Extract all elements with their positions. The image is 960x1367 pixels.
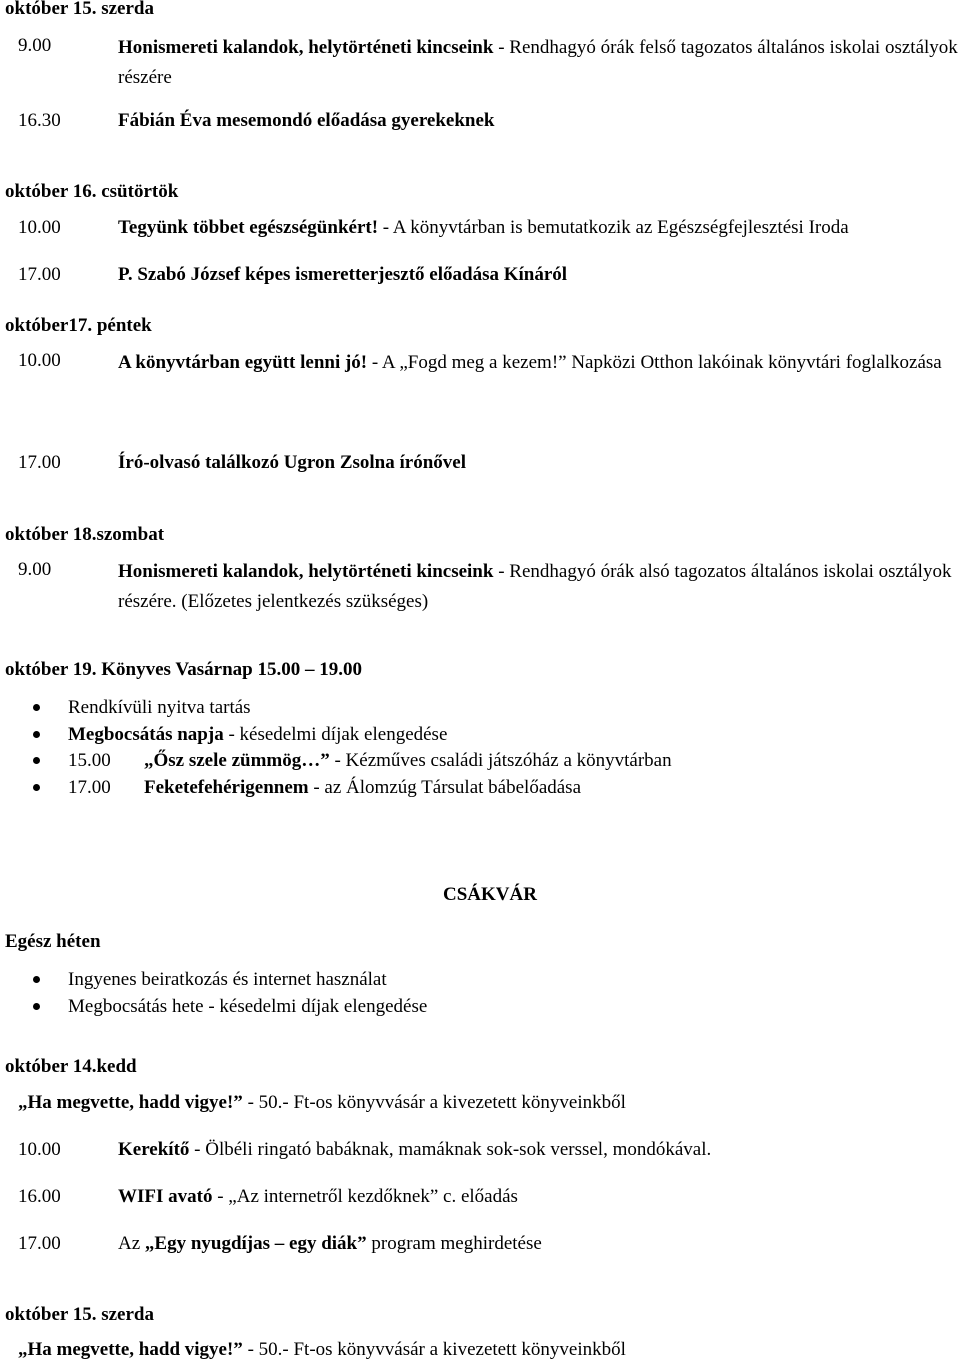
book-fair-detail: - 50.- Ft-os könyvvásár a kivezetett könyveinkből <box>242 1092 626 1113</box>
event-time: 16.00 <box>18 1186 61 1207</box>
event-description <box>118 215 958 241</box>
event-title: A könyvtárban együtt lenni jó! <box>118 352 368 373</box>
event-description <box>118 1184 958 1210</box>
week-list <box>0 967 427 1020</box>
list-item-text: - az Álomzúg Társulat bábelőadása <box>308 776 582 798</box>
event-time: 9.00 <box>18 559 52 580</box>
list-item-text: Rendkívüli nyitva tartás <box>68 697 251 718</box>
list-item <box>0 748 672 775</box>
event-time: 10.00 <box>18 1139 61 1160</box>
list-item-text: Ingyenes beiratkozás és internet használat <box>68 969 387 990</box>
list-item-text: Megbocsátás hete - késedelmi díjak elengedése <box>68 995 428 1017</box>
event-title: „Egy nyugdíjas – egy diák” <box>144 1233 367 1254</box>
book-fair-line <box>18 1090 626 1116</box>
event-detail: - Ölbéli ringató babáknak, mamáknak sok-sok verssel, mondókával. <box>189 1139 712 1160</box>
event-description <box>118 1231 958 1257</box>
event-prefix: Az <box>118 1233 145 1254</box>
event-time: 10.00 <box>18 217 61 238</box>
list-item <box>0 722 672 749</box>
event-title: Író-olvasó találkozó Ugron Zsolna írónővel <box>118 452 466 473</box>
event-time: 17.00 <box>18 1233 61 1254</box>
event-list <box>0 695 672 801</box>
event-title: Tegyünk többet egészségünkért! <box>118 217 379 238</box>
book-fair-title: „Ha megvette, hadd vigye!” <box>18 1339 243 1360</box>
list-item <box>0 994 427 1021</box>
list-item-title: Feketefehérigennem <box>144 776 309 798</box>
day-heading: október 16. csütörtök <box>5 181 179 202</box>
week-heading: Egész héten <box>5 931 101 952</box>
book-fair-title: „Ha megvette, hadd vigye!” <box>18 1092 243 1113</box>
list-item <box>0 775 672 802</box>
event-detail: - Rendhagyó órák felső tagozatos általános iskolai osztályok részére <box>118 37 958 88</box>
event-title: Honismereti kalandok, helytörténeti kincseink <box>118 561 494 582</box>
event-title: WIFI avató <box>118 1186 213 1207</box>
event-time: 10.00 <box>18 350 61 371</box>
event-description <box>118 1137 958 1163</box>
day-heading: október 15. szerda <box>5 0 154 19</box>
event-detail: - A könyvtárban is bemutatkozik az Egészségfejlesztési Iroda <box>378 217 849 238</box>
event-description <box>118 557 958 617</box>
event-title: Fábián Éva mesemondó előadása gyerekeknek <box>118 110 495 131</box>
list-item-text: - Kézműves családi játszóház a könyvtárban <box>329 750 672 771</box>
list-item-title: „Ősz szele zümmög…” <box>144 750 330 771</box>
list-item-time: 15.00 <box>68 750 111 771</box>
list-item-title: Megbocsátás napja <box>68 723 224 745</box>
event-time: 17.00 <box>18 452 61 473</box>
list-item-text: - késedelmi díjak elengedése <box>223 723 448 745</box>
event-detail: - Rendhagyó órák alsó tagozatos általános iskolai osztályok részére. (Előzetes jelentkezés szükséges) <box>118 561 952 612</box>
event-description <box>118 262 958 288</box>
event-description <box>118 33 958 93</box>
list-item <box>0 967 427 994</box>
list-item-time: 17.00 <box>68 776 111 798</box>
book-fair-detail: - 50.- Ft-os könyvvásár a kivezetett könyveinkből <box>242 1339 626 1360</box>
event-detail: - A „Fogd meg a kezem!” Napközi Otthon lakóinak könyvtári foglalkozása <box>367 352 942 373</box>
event-time: 9.00 <box>18 35 52 56</box>
event-title: Kerekítő <box>118 1139 190 1160</box>
event-time: 17.00 <box>18 264 61 285</box>
list-item <box>0 695 672 722</box>
section-title: CSÁKVÁR <box>443 884 537 905</box>
event-description <box>118 450 958 476</box>
event-title: P. Szabó József képes ismeretterjesztő előadása Kínáról <box>118 264 568 285</box>
day-heading: október 15. szerda <box>5 1304 154 1325</box>
event-description <box>118 348 958 378</box>
day-heading: október 14.kedd <box>5 1056 137 1077</box>
day-heading: október 19. Könyves Vasárnap 15.00 – 19.00 <box>5 659 363 680</box>
day-heading: október17. péntek <box>5 315 152 336</box>
book-fair-line <box>18 1337 626 1363</box>
day-heading: október 18.szombat <box>5 524 165 545</box>
event-detail: program meghirdetése <box>366 1233 542 1254</box>
event-detail: - „Az internetről kezdőknek” c. előadás <box>212 1186 518 1207</box>
event-description <box>118 108 958 134</box>
event-time: 16.30 <box>18 110 61 131</box>
event-title: Honismereti kalandok, helytörténeti kincseink <box>118 37 494 58</box>
